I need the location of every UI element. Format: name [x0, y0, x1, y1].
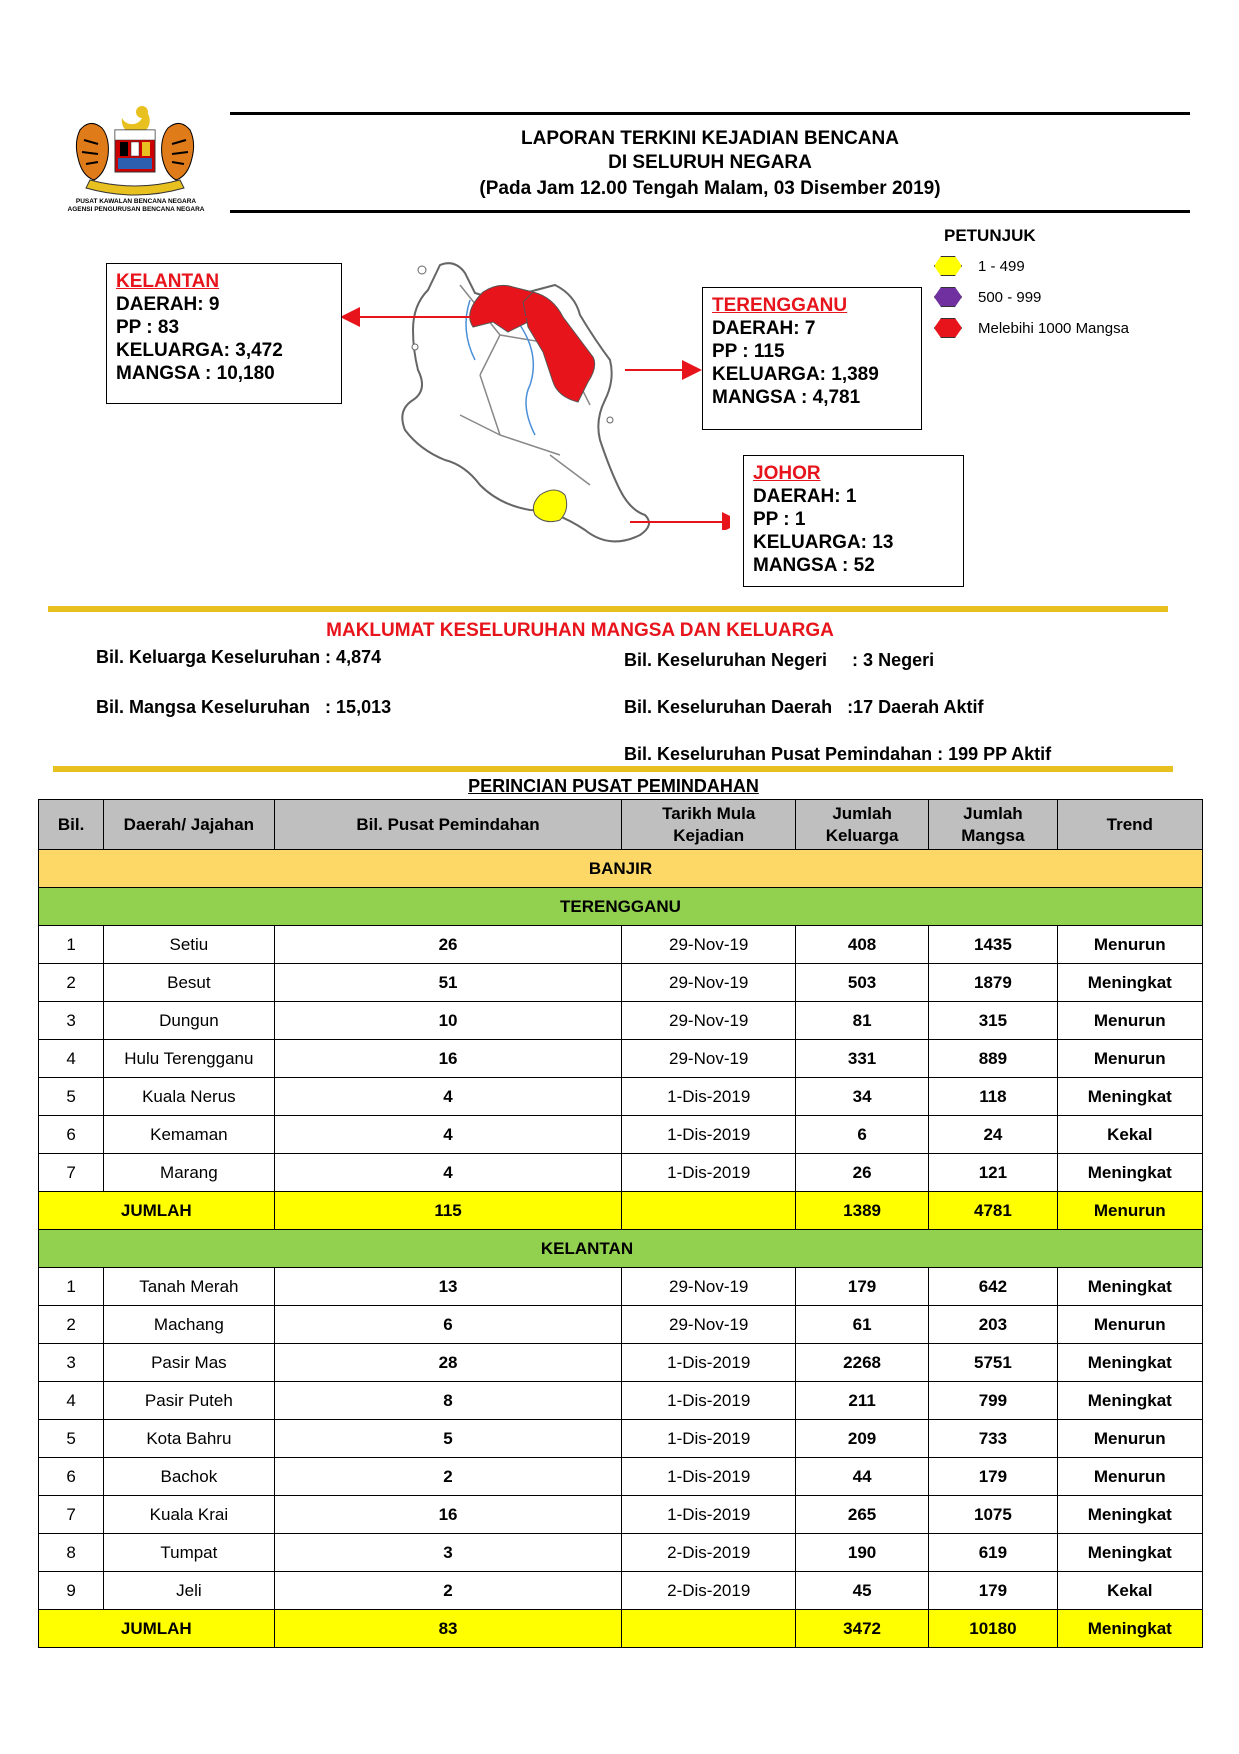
table-row: [39, 1534, 1203, 1572]
row-pp: 26: [274, 926, 622, 964]
summary-top-rule: [48, 606, 1168, 612]
row-daerah: Machang: [104, 1306, 274, 1344]
terengganu-keluarga: KELUARGA: 1,389: [712, 364, 879, 385]
legend-label-mid: 500 - 999: [978, 288, 1042, 306]
kelantan-section-row: [39, 1230, 1203, 1268]
row-tarikh: 1-Dis-2019: [622, 1154, 795, 1192]
row-bil: 9: [39, 1572, 104, 1610]
total-trend: Meningkat: [1057, 1610, 1202, 1648]
kelantan-info-box: [106, 263, 342, 404]
total-pp: 83: [274, 1610, 622, 1648]
header-tarikh: [622, 800, 795, 850]
row-tarikh: 29-Nov-19: [622, 926, 795, 964]
header-mangsa: [929, 800, 1057, 850]
row-daerah: Tumpat: [104, 1534, 274, 1572]
summary-bottom-rule: [53, 766, 1173, 772]
row-daerah: Kuala Krai: [104, 1496, 274, 1534]
row-mangsa: 1075: [929, 1496, 1057, 1534]
row-mangsa: 733: [929, 1420, 1057, 1458]
row-daerah: Marang: [104, 1154, 274, 1192]
row-mangsa: 1435: [929, 926, 1057, 964]
total-pp: 115: [274, 1192, 622, 1230]
table-row: [39, 926, 1203, 964]
row-keluarga: 265: [795, 1496, 928, 1534]
row-tarikh: 29-Nov-19: [622, 1040, 795, 1078]
row-daerah: Pasir Puteh: [104, 1382, 274, 1420]
header-bottom-rule: [230, 210, 1190, 213]
row-pp: 51: [274, 964, 622, 1002]
summary-daerah: Bil. Keseluruhan Daerah :17 Daerah Aktif: [624, 697, 984, 717]
red-swatch-icon: [934, 318, 962, 338]
row-daerah: Tanah Merah: [104, 1268, 274, 1306]
header-mangsa-1: Jumlah: [963, 803, 1023, 823]
header-mangsa-2: Mangsa: [961, 825, 1025, 845]
johor-info-box: [743, 455, 964, 587]
row-keluarga: 2268: [795, 1344, 928, 1382]
header-daerah: Daerah/ Jajahan: [104, 800, 274, 850]
table-row: [39, 964, 1203, 1002]
row-pp: 6: [274, 1306, 622, 1344]
table-row: [39, 1154, 1203, 1192]
row-daerah: Kota Bahru: [104, 1420, 274, 1458]
table-title-text: PERINCIAN PUSAT PEMINDAHAN: [468, 776, 759, 796]
terengganu-section-label: TERENGGANU: [39, 888, 1203, 926]
row-bil: 2: [39, 1306, 104, 1344]
header-pp: Bil. Pusat Pemindahan: [274, 800, 622, 850]
yellow-swatch-icon: [934, 256, 962, 276]
row-bil: 7: [39, 1154, 104, 1192]
row-keluarga: 331: [795, 1040, 928, 1078]
row-tarikh: 1-Dis-2019: [622, 1382, 795, 1420]
row-trend: Meningkat: [1057, 964, 1202, 1002]
total-label: JUMLAH: [39, 1192, 275, 1230]
row-tarikh: 2-Dis-2019: [622, 1534, 795, 1572]
row-trend: Meningkat: [1057, 1496, 1202, 1534]
row-tarikh: 1-Dis-2019: [622, 1344, 795, 1382]
table-row: [39, 1268, 1203, 1306]
row-mangsa: 179: [929, 1458, 1057, 1496]
row-daerah: Dungun: [104, 1002, 274, 1040]
row-keluarga: 209: [795, 1420, 928, 1458]
row-tarikh: 29-Nov-19: [622, 1002, 795, 1040]
row-keluarga: 190: [795, 1534, 928, 1572]
evacuation-table: [38, 799, 1203, 1648]
disaster-type-row: [39, 850, 1203, 888]
row-keluarga: 81: [795, 1002, 928, 1040]
disaster-type: BANJIR: [39, 850, 1203, 888]
row-bil: 2: [39, 964, 104, 1002]
row-pp: 8: [274, 1382, 622, 1420]
table-header-row: [39, 800, 1203, 850]
row-pp: 2: [274, 1458, 622, 1496]
row-tarikh: 1-Dis-2019: [622, 1420, 795, 1458]
row-pp: 4: [274, 1116, 622, 1154]
total-trend: Menurun: [1057, 1192, 1202, 1230]
header-keluarga-1: Jumlah: [832, 803, 892, 823]
row-trend: Meningkat: [1057, 1382, 1202, 1420]
header-keluarga-2: Keluarga: [825, 825, 899, 845]
legend-label-low: 1 - 499: [978, 257, 1025, 275]
table-row: [39, 1040, 1203, 1078]
row-daerah: Kemaman: [104, 1116, 274, 1154]
row-keluarga: 34: [795, 1078, 928, 1116]
row-tarikh: 1-Dis-2019: [622, 1078, 795, 1116]
johor-pp: PP : 1: [753, 509, 806, 530]
kelantan-state-name: KELANTAN: [116, 271, 220, 292]
row-pp: 5: [274, 1420, 622, 1458]
row-keluarga: 61: [795, 1306, 928, 1344]
purple-swatch-icon: [934, 287, 962, 307]
row-keluarga: 179: [795, 1268, 928, 1306]
report-subtitle: DI SELURUH NEGARA: [608, 152, 812, 173]
row-mangsa: 799: [929, 1382, 1057, 1420]
row-tarikh: 1-Dis-2019: [622, 1496, 795, 1534]
summary-mangsa: Bil. Mangsa Keseluruhan : 15,013: [96, 697, 392, 717]
kelantan-pp: PP : 83: [116, 317, 180, 338]
row-bil: 3: [39, 1002, 104, 1040]
kelantan-mangsa: MANGSA : 10,180: [116, 363, 275, 384]
header-bil: Bil.: [39, 800, 104, 850]
total-keluarga: 3472: [795, 1610, 928, 1648]
row-trend: Menurun: [1057, 1306, 1202, 1344]
row-daerah: Kuala Nerus: [104, 1078, 274, 1116]
kelantan-section-label: KELANTAN: [39, 1230, 1203, 1268]
logo-caption-2: AGENSI PENGURUSAN BENCANA NEGARA: [67, 206, 205, 213]
row-mangsa: 315: [929, 1002, 1057, 1040]
johor-keluarga: KELUARGA: 13: [753, 532, 894, 553]
header-keluarga: [795, 800, 928, 850]
row-tarikh: 2-Dis-2019: [622, 1572, 795, 1610]
row-daerah: Hulu Terengganu: [104, 1040, 274, 1078]
row-tarikh: 1-Dis-2019: [622, 1458, 795, 1496]
table-row: [39, 1572, 1203, 1610]
total-keluarga: 1389: [795, 1192, 928, 1230]
header-top-rule: [230, 112, 1190, 115]
row-pp: 16: [274, 1496, 622, 1534]
row-mangsa: 889: [929, 1040, 1057, 1078]
row-trend: Kekal: [1057, 1572, 1202, 1610]
row-mangsa: 203: [929, 1306, 1057, 1344]
legend-item-mid: [934, 287, 1041, 307]
row-trend: Kekal: [1057, 1116, 1202, 1154]
header-tarikh-1: Tarikh Mula: [662, 803, 756, 823]
row-daerah: Pasir Mas: [104, 1344, 274, 1382]
total-label: JUMLAH: [39, 1610, 275, 1648]
terengganu-state-name: TERENGGANU: [712, 295, 848, 316]
row-mangsa: 1879: [929, 964, 1057, 1002]
row-bil: 8: [39, 1534, 104, 1572]
terengganu-mangsa: MANGSA : 4,781: [712, 387, 861, 408]
row-pp: 4: [274, 1078, 622, 1116]
johor-state-name: JOHOR: [753, 463, 821, 484]
legend-item-high: [934, 318, 1129, 338]
legend-item-low: [934, 256, 1025, 276]
logo-caption-1: PUSAT KAWALAN BENCANA NEGARA: [75, 198, 197, 205]
row-trend: Menurun: [1057, 1458, 1202, 1496]
table-row: [39, 1078, 1203, 1116]
row-pp: 2: [274, 1572, 622, 1610]
summary-pusat-pemindahan: Bil. Keseluruhan Pusat Pemindahan : 199 PP Aktif: [624, 744, 1052, 764]
kelantan-total-row: [39, 1610, 1203, 1648]
row-trend: Meningkat: [1057, 1154, 1202, 1192]
kelantan-keluarga: KELUARGA: 3,472: [116, 340, 283, 361]
row-mangsa: 121: [929, 1154, 1057, 1192]
table-title: [0, 776, 1233, 797]
row-mangsa: 5751: [929, 1344, 1057, 1382]
terengganu-total-row: [39, 1192, 1203, 1230]
terengganu-section-row: [39, 888, 1203, 926]
row-trend: Menurun: [1057, 1002, 1202, 1040]
table-row: [39, 1344, 1203, 1382]
table-row: [39, 1496, 1203, 1534]
row-trend: Menurun: [1057, 1040, 1202, 1078]
johor-daerah: DAERAH: 1: [753, 486, 857, 507]
summary-keluarga: Bil. Keluarga Keseluruhan : 4,874: [96, 647, 382, 667]
row-mangsa: 619: [929, 1534, 1057, 1572]
kelantan-daerah: DAERAH: 9: [116, 294, 220, 315]
summary-negeri: Bil. Keseluruhan Negeri : 3 Negeri: [624, 650, 935, 670]
row-tarikh: 29-Nov-19: [622, 1268, 795, 1306]
row-keluarga: 6: [795, 1116, 928, 1154]
row-tarikh: 1-Dis-2019: [622, 1116, 795, 1154]
row-trend: Menurun: [1057, 1420, 1202, 1458]
row-bil: 5: [39, 1420, 104, 1458]
row-pp: 4: [274, 1154, 622, 1192]
row-bil: 7: [39, 1496, 104, 1534]
row-bil: 6: [39, 1458, 104, 1496]
terengganu-pp: PP : 115: [712, 341, 785, 362]
row-keluarga: 26: [795, 1154, 928, 1192]
row-pp: 13: [274, 1268, 622, 1306]
total-tarikh-empty: [622, 1192, 795, 1230]
report-title: LAPORAN TERKINI KEJADIAN BENCANA: [521, 128, 899, 149]
legend-title: PETUNJUK: [944, 226, 1036, 245]
row-keluarga: 211: [795, 1382, 928, 1420]
row-keluarga: 503: [795, 964, 928, 1002]
row-bil: 3: [39, 1344, 104, 1382]
row-daerah: Besut: [104, 964, 274, 1002]
row-mangsa: 642: [929, 1268, 1057, 1306]
row-mangsa: 24: [929, 1116, 1057, 1154]
table-row: [39, 1420, 1203, 1458]
row-daerah: Jeli: [104, 1572, 274, 1610]
terengganu-daerah: DAERAH: 7: [712, 318, 816, 339]
row-trend: Meningkat: [1057, 1078, 1202, 1116]
table-row: [39, 1458, 1203, 1496]
report-date: (Pada Jam 12.00 Tengah Malam, 03 Disember 2019): [479, 178, 941, 199]
row-keluarga: 44: [795, 1458, 928, 1496]
terengganu-info-box: [702, 287, 922, 430]
total-mangsa: 4781: [929, 1192, 1057, 1230]
row-bil: 1: [39, 1268, 104, 1306]
row-tarikh: 29-Nov-19: [622, 964, 795, 1002]
row-bil: 6: [39, 1116, 104, 1154]
header-tarikh-2: Kejadian: [673, 825, 745, 845]
total-tarikh-empty: [622, 1610, 795, 1648]
row-trend: Meningkat: [1057, 1268, 1202, 1306]
table-row: [39, 1116, 1203, 1154]
callout-arrows: [330, 300, 730, 530]
row-pp: 28: [274, 1344, 622, 1382]
table-row: [39, 1382, 1203, 1420]
johor-mangsa: MANGSA : 52: [753, 555, 875, 576]
total-mangsa: 10180: [929, 1610, 1057, 1648]
row-mangsa: 179: [929, 1572, 1057, 1610]
row-daerah: Setiu: [104, 926, 274, 964]
row-trend: Meningkat: [1057, 1534, 1202, 1572]
row-trend: Menurun: [1057, 926, 1202, 964]
header-trend: Trend: [1057, 800, 1202, 850]
summary-heading: MAKLUMAT KESELURUHAN MANGSA DAN KELUARGA: [326, 620, 834, 641]
row-trend: Meningkat: [1057, 1344, 1202, 1382]
row-tarikh: 29-Nov-19: [622, 1306, 795, 1344]
row-pp: 3: [274, 1534, 622, 1572]
row-bil: 5: [39, 1078, 104, 1116]
table-row: [39, 1306, 1203, 1344]
row-bil: 4: [39, 1382, 104, 1420]
table-row: [39, 1002, 1203, 1040]
row-mangsa: 118: [929, 1078, 1057, 1116]
row-keluarga: 45: [795, 1572, 928, 1610]
row-pp: 10: [274, 1002, 622, 1040]
row-keluarga: 408: [795, 926, 928, 964]
legend-label-high: Melebihi 1000 Mangsa: [978, 319, 1129, 337]
row-pp: 16: [274, 1040, 622, 1078]
row-bil: 4: [39, 1040, 104, 1078]
row-bil: 1: [39, 926, 104, 964]
row-daerah: Bachok: [104, 1458, 274, 1496]
